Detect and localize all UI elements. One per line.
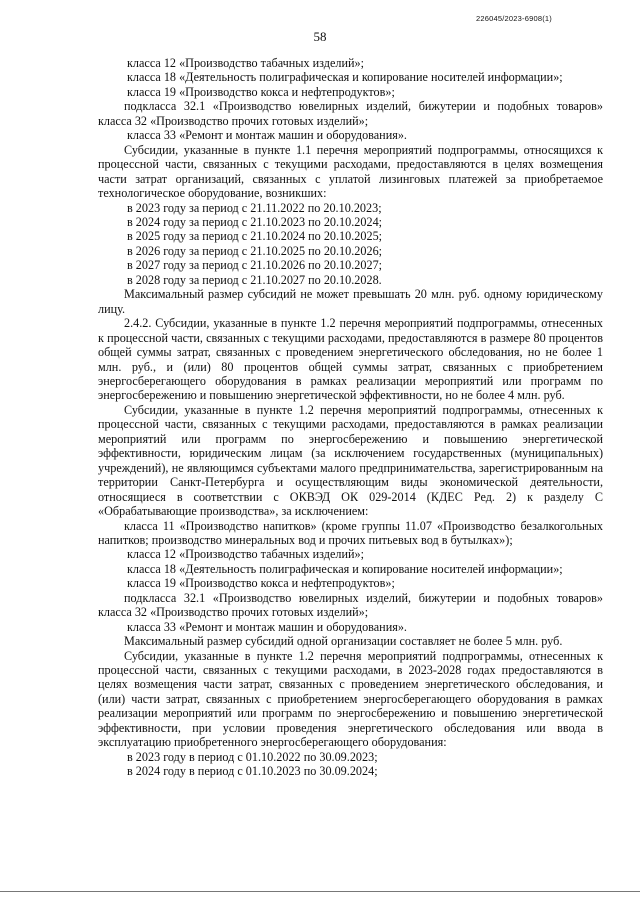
document-code: 226045/2023-6908(1) (476, 14, 552, 23)
paragraph: класса 11 «Производство напитков» (кроме группы 11.07 «Производство безалкогольных напитков; производство минеральных вод и прочих питьевых вод в бутылках»); (98, 518, 603, 547)
paragraph: подкласса 32.1 «Производство ювелирных изделий, бижутерии и подобных товаров» класса 32 «Производство прочих готовых изделий»; (98, 99, 603, 128)
paragraph: класса 33 «Ремонт и монтаж машин и оборудования». (127, 619, 407, 634)
paragraph: в 2024 году за период с 21.10.2023 по 20.10.2024; (127, 214, 383, 229)
paragraph: в 2023 году за период с 21.11.2022 по 20.10.2023; (127, 200, 382, 215)
paragraph: класса 19 «Производство кокса и нефтепродуктов»; (127, 576, 395, 591)
paragraph: класса 12 «Производство табачных изделий»; (127, 547, 364, 562)
paragraph: в 2026 году за период с 21.10.2025 по 20.10.2026; (127, 243, 383, 258)
paragraph: в 2027 году за период с 21.10.2026 по 20.10.2027; (127, 258, 383, 273)
paragraph: класса 12 «Производство табачных изделий»; (127, 56, 364, 70)
document-body (98, 56, 603, 779)
scan-edge-line (0, 891, 640, 892)
paragraph: класса 19 «Производство кокса и нефтепродуктов»; (127, 84, 395, 99)
paragraph: Субсидии, указанные в пункте 1.1 перечня мероприятий подпрограммы, относящихся к процессной части, связанных с текущими расходами, предоставляются в целях возмещения части затрат организаций, связанных с уплатой лизинговых платежей за приобретаемое технологическое оборудование, возникших: (98, 142, 603, 201)
paragraph: подкласса 32.1 «Производство ювелирных изделий, бижутерии и подобных товаров» класса 32 «Производство прочих готовых изделий»; (98, 590, 603, 620)
paragraph: Максимальный размер субсидий одной организации составляет не более 5 млн. руб. (124, 634, 563, 649)
paragraph: в 2023 году в период с 01.10.2022 по 30.09.2023; (127, 749, 378, 764)
page-number: 58 (313, 29, 327, 44)
paragraph: 2.4.2. Субсидии, указанные в пункте 1.2 перечня мероприятий подпрограммы, отнесенных к процессной части, связанных с текущими расходами, предоставляются в размере 80 процентов общей суммы затрат, связанных с проведением энергетического обследования, но не более 1 млн. руб., и (или) 80 процентов общей суммы затрат, связанных с приобретением энергосберегающего оборудования в рамках реализации мероприятий или программ по энергосбережению и повышению энергетической эффективности, но не более 4 млн. руб. (98, 316, 603, 403)
paragraph: Субсидии, указанные в пункте 1.2 перечня мероприятий подпрограммы, отнесенных к процессной части, связанных с текущими расходами, предоставляются в рамках реализации мероприятий или программ по энергосбережению и повышению энергетической эффективности, юридическим лицам (за исключением государственных (муниципальных) учреждений), не являющимся субъектами малого предпринимательства, зарегистрированным на территории Санкт-Петербурга и осуществляющим виды экономической деятельности, относящиеся в соответствии с ОКВЭД ОК 029-2014 (КДЕС Ред. 2) к разделу С «Обрабатывающие производства», за исключением: (98, 402, 603, 519)
paragraph: класса 33 «Ремонт и монтаж машин и оборудования». (127, 128, 407, 143)
paragraph: класса 18 «Деятельность полиграфическая и копирование носителей информации»; (127, 561, 563, 576)
paragraph: в 2028 году за период с 21.10.2027 по 20.10.2028. (127, 272, 382, 287)
paragraph: в 2025 году за период с 21.10.2024 по 20.10.2025; (127, 229, 383, 244)
paragraph: Субсидии, указанные в пункте 1.2 перечня мероприятий подпрограммы, отнесенных к процессной части, связанных с текущими расходами, в 2023-2028 годах предоставляются в целях возмещения части затрат, связанных с проведением энергетического обследования, и (или) части затрат, связанных с приобретением энергосберегающего оборудования в рамках реализации мероприятий или программ по энергосбережению и повышению энергетической эффективности, при условии проведения энергетического обследования или ввода в эксплуатацию приобретенного энергосберегающего оборудования: (98, 648, 603, 750)
paragraph: Максимальный размер субсидий не может превышать 20 млн. руб. одному юридическому лицу. (98, 287, 603, 316)
paragraph: класса 18 «Деятельность полиграфическая и копирование носителей информации»; (127, 70, 563, 85)
paragraph: в 2024 году в период с 01.10.2023 по 30.09.2024; (127, 764, 378, 779)
